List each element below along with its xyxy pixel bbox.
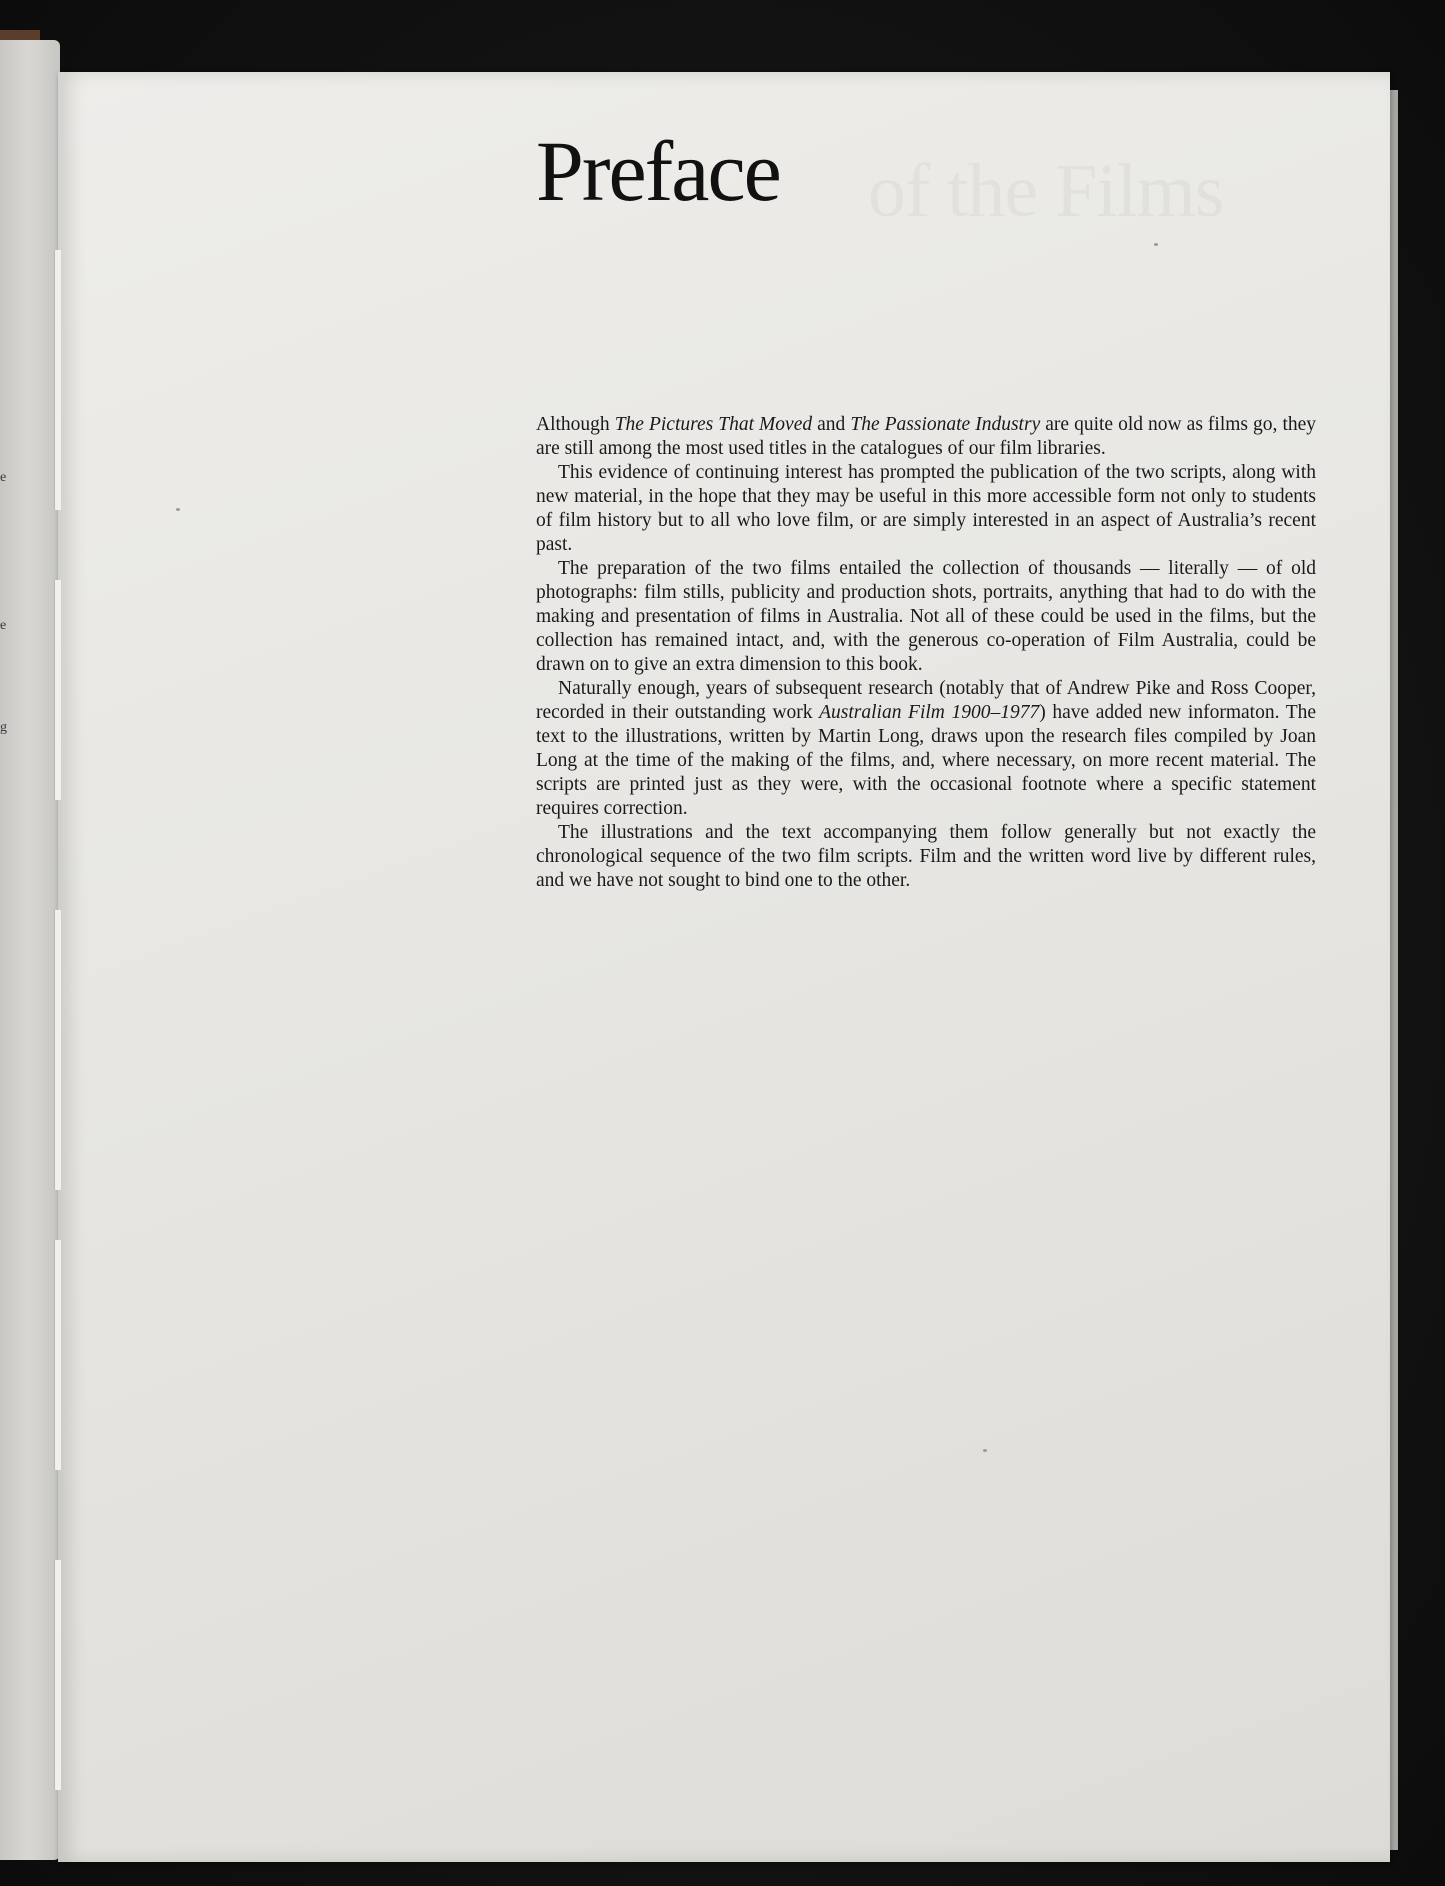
italic-title-text: Australian Film 1900–1977: [819, 702, 1040, 723]
show-through-title: [868, 148, 1223, 235]
facing-page-letter: e: [0, 618, 7, 633]
binding-stitch: [54, 1560, 61, 1790]
paper-speck: [176, 508, 180, 511]
binding-stitch: [54, 910, 61, 1190]
facing-page-edge: [0, 40, 60, 1860]
paragraph: [536, 677, 1316, 821]
facing-page-letter: e: [0, 470, 7, 485]
paragraph: [536, 557, 1316, 677]
facing-page-letter: g: [0, 720, 7, 735]
page-title: Preface: [536, 123, 780, 219]
paper-speck: [983, 1449, 987, 1452]
book-page: [58, 72, 1390, 1862]
paragraph-text: and: [812, 414, 851, 435]
paragraph-text: ) have added new informaton. The text to the illustrations, written by Martin Long, draws upon the research files compiled by Joan Long at the time of the making of the films, and, where necessary, on more recent material. The scripts are printed just as they were, with the occasional footnote where a specific statement requires correction.: [536, 702, 1317, 819]
binding-stitch: [54, 250, 61, 510]
italic-title-text: The Pictures That Moved: [614, 414, 813, 435]
preface-body: [536, 413, 1316, 893]
binding-stitch: [54, 1240, 61, 1470]
paragraph-text: are quite old now as films go, they are still among the most used titles in the catalogues of our film libraries.: [536, 414, 1317, 459]
paragraph-text: This evidence of continuing interest has prompted the publication of the two scripts, along with new material, in the hope that they may be useful in this more accessible form not only to students of film history but to all who love film, or are simply interested in an aspect of Australia’s recent past.: [536, 462, 1316, 555]
paragraph-text: The illustrations and the text accompanying them follow generally but not exactly the chronological sequence of the two film scripts. Film and the written word live by different rules, and we have not sought to bind one to the other.: [536, 822, 1316, 891]
paragraph-text: Although: [536, 414, 615, 435]
paragraph-text: The preparation of the two films entailed the collection of thousands — literally — of old photographs: film stills, publicity and production shots, portraits, anything that had to do with the making and presentation of films in Australia. Not all of these could be used in the films, but the collection has remained intact, and, with the generous co-operation of Film Australia, could be drawn on to give an extra dimension to this book.: [536, 558, 1316, 675]
paper-speck: [1154, 243, 1158, 246]
paragraph-text: Naturally enough, years of subsequent research (notably that of Andrew Pike and Ross Cooper, recorded in their outstanding work: [536, 678, 1316, 723]
binding-stitch: [54, 580, 61, 800]
paragraph: [536, 821, 1316, 893]
italic-title-text: The Passionate Industry: [850, 414, 1041, 435]
paragraph: [536, 461, 1316, 557]
paragraph: [536, 413, 1316, 461]
